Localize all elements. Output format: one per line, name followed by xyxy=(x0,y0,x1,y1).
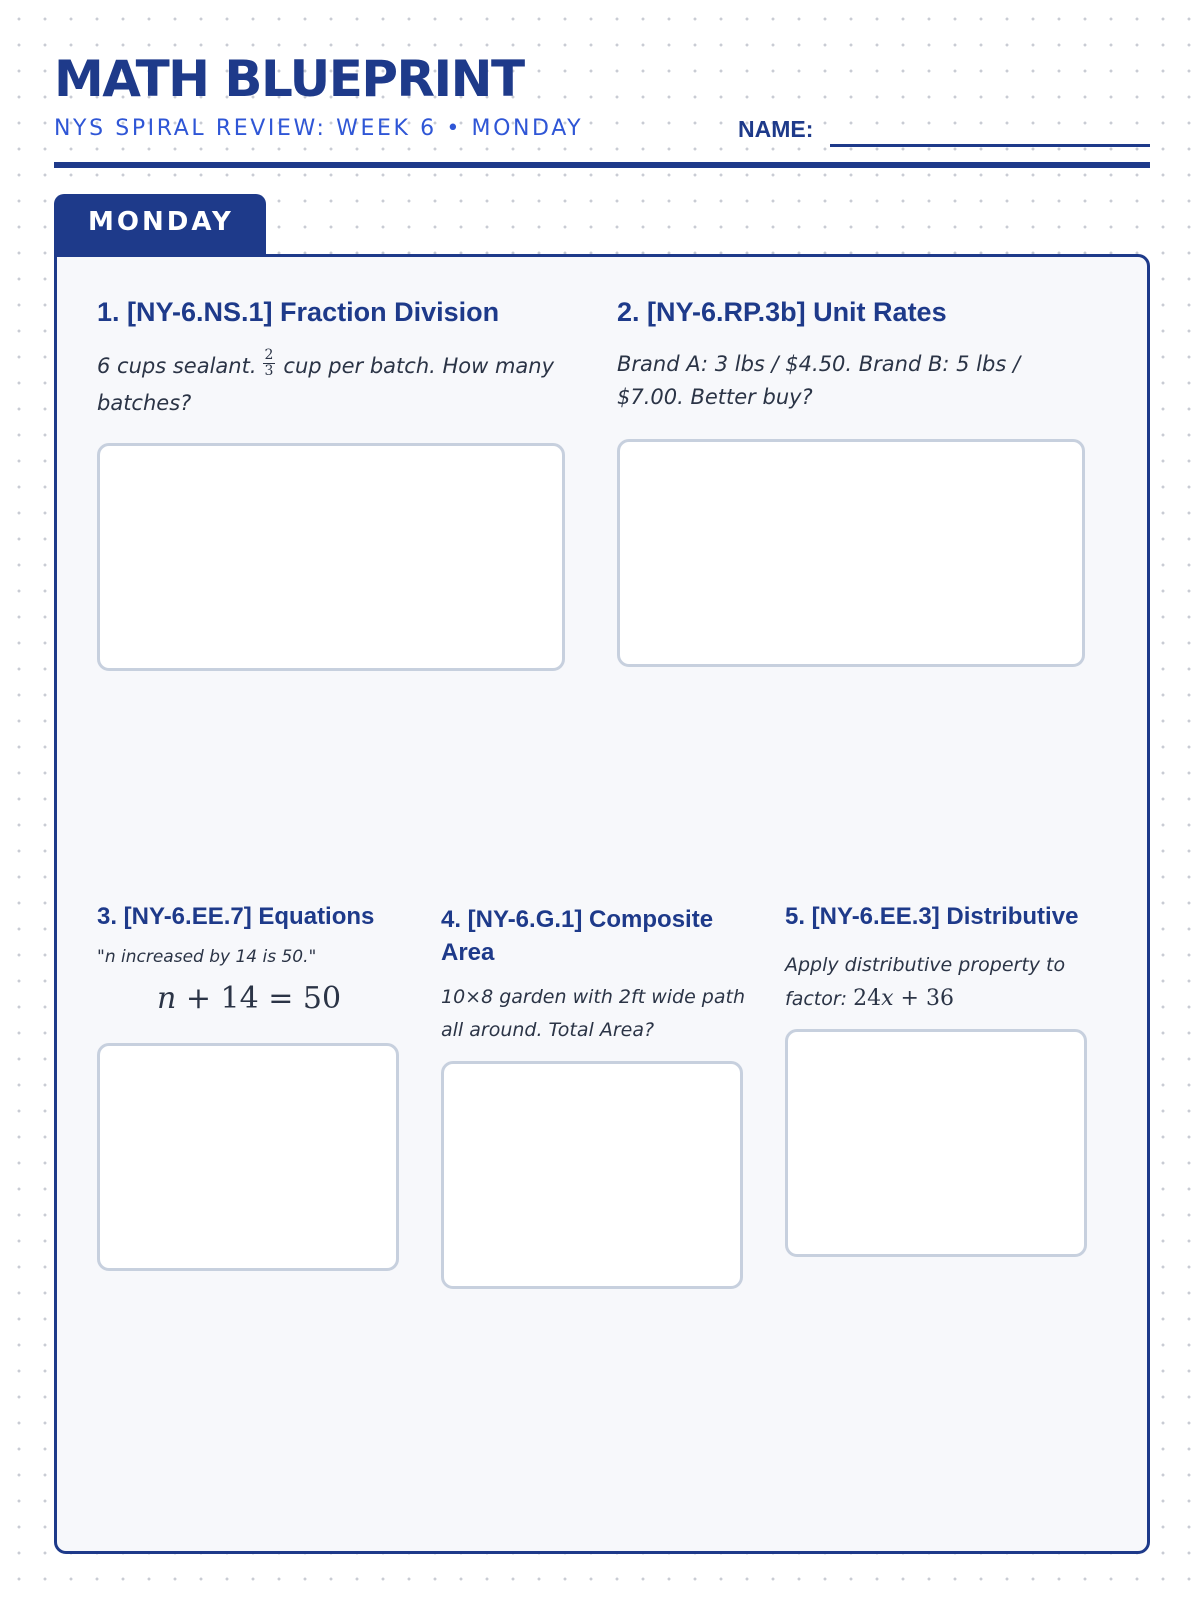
problem-1-text xyxy=(97,348,567,422)
problem-5-expression xyxy=(853,986,954,1011)
page-title: MATH BLUEPRINT xyxy=(54,50,524,108)
problem-5-text xyxy=(785,949,1089,1016)
fraction xyxy=(263,348,276,378)
problem-3-title: 3. [NY-6.EE.7] Equations xyxy=(97,903,375,930)
equation-rest: + 14 = 50 xyxy=(176,981,342,1016)
problem-1-text-before: 6 cups sealant. xyxy=(97,354,257,378)
problem-1-title: 1. [NY-6.NS.1] Fraction Division xyxy=(97,297,500,327)
expression-rest: + 36 xyxy=(893,986,954,1011)
problem-3 xyxy=(97,903,401,1016)
answer-box-3[interactable] xyxy=(97,1043,399,1271)
fraction-numerator: 2 xyxy=(264,346,274,363)
problem-4-text: 10×8 garden with 2ft wide path all around. Total Area? xyxy=(441,986,745,1041)
problem-1 xyxy=(97,297,567,422)
problem-3-text: "n increased by 14 is 50." xyxy=(97,947,317,967)
problem-card xyxy=(54,254,1150,1554)
problem-2-text: Brand A: 3 lbs / $4.50. Brand B: 5 lbs / $7.00. Better buy? xyxy=(617,352,1021,409)
name-label: NAME: xyxy=(738,116,814,142)
answer-box-4[interactable] xyxy=(441,1061,743,1289)
answer-box-5[interactable] xyxy=(785,1029,1087,1257)
problem-5 xyxy=(785,903,1089,1016)
name-write-line[interactable] xyxy=(830,144,1150,147)
header-divider xyxy=(54,162,1150,168)
answer-box-2[interactable] xyxy=(617,439,1085,667)
expression-variable: x xyxy=(881,986,894,1011)
problem-3-equation xyxy=(97,981,401,1016)
page-header xyxy=(54,50,1150,168)
problem-2 xyxy=(617,297,1087,414)
problem-1-text-after: cup per batch. How many batches? xyxy=(97,354,555,415)
equation-variable: n xyxy=(156,981,177,1016)
expression-coef: 24 xyxy=(853,986,882,1011)
day-tab: MONDAY xyxy=(54,194,266,256)
problem-5-title: 5. [NY-6.EE.3] Distributive xyxy=(785,903,1079,930)
problem-4-title: 4. [NY-6.G.1] Composite Area xyxy=(441,906,714,966)
fraction-denominator: 3 xyxy=(264,362,274,379)
problem-5-text-main: Apply distributive property to factor: xyxy=(785,954,1066,1010)
answer-box-1[interactable] xyxy=(97,443,565,671)
page-subtitle: NYS SPIRAL REVIEW: WEEK 6 • MONDAY xyxy=(54,116,584,141)
problem-4 xyxy=(441,903,745,1047)
problem-2-title: 2. [NY-6.RP.3b] Unit Rates xyxy=(617,297,947,327)
